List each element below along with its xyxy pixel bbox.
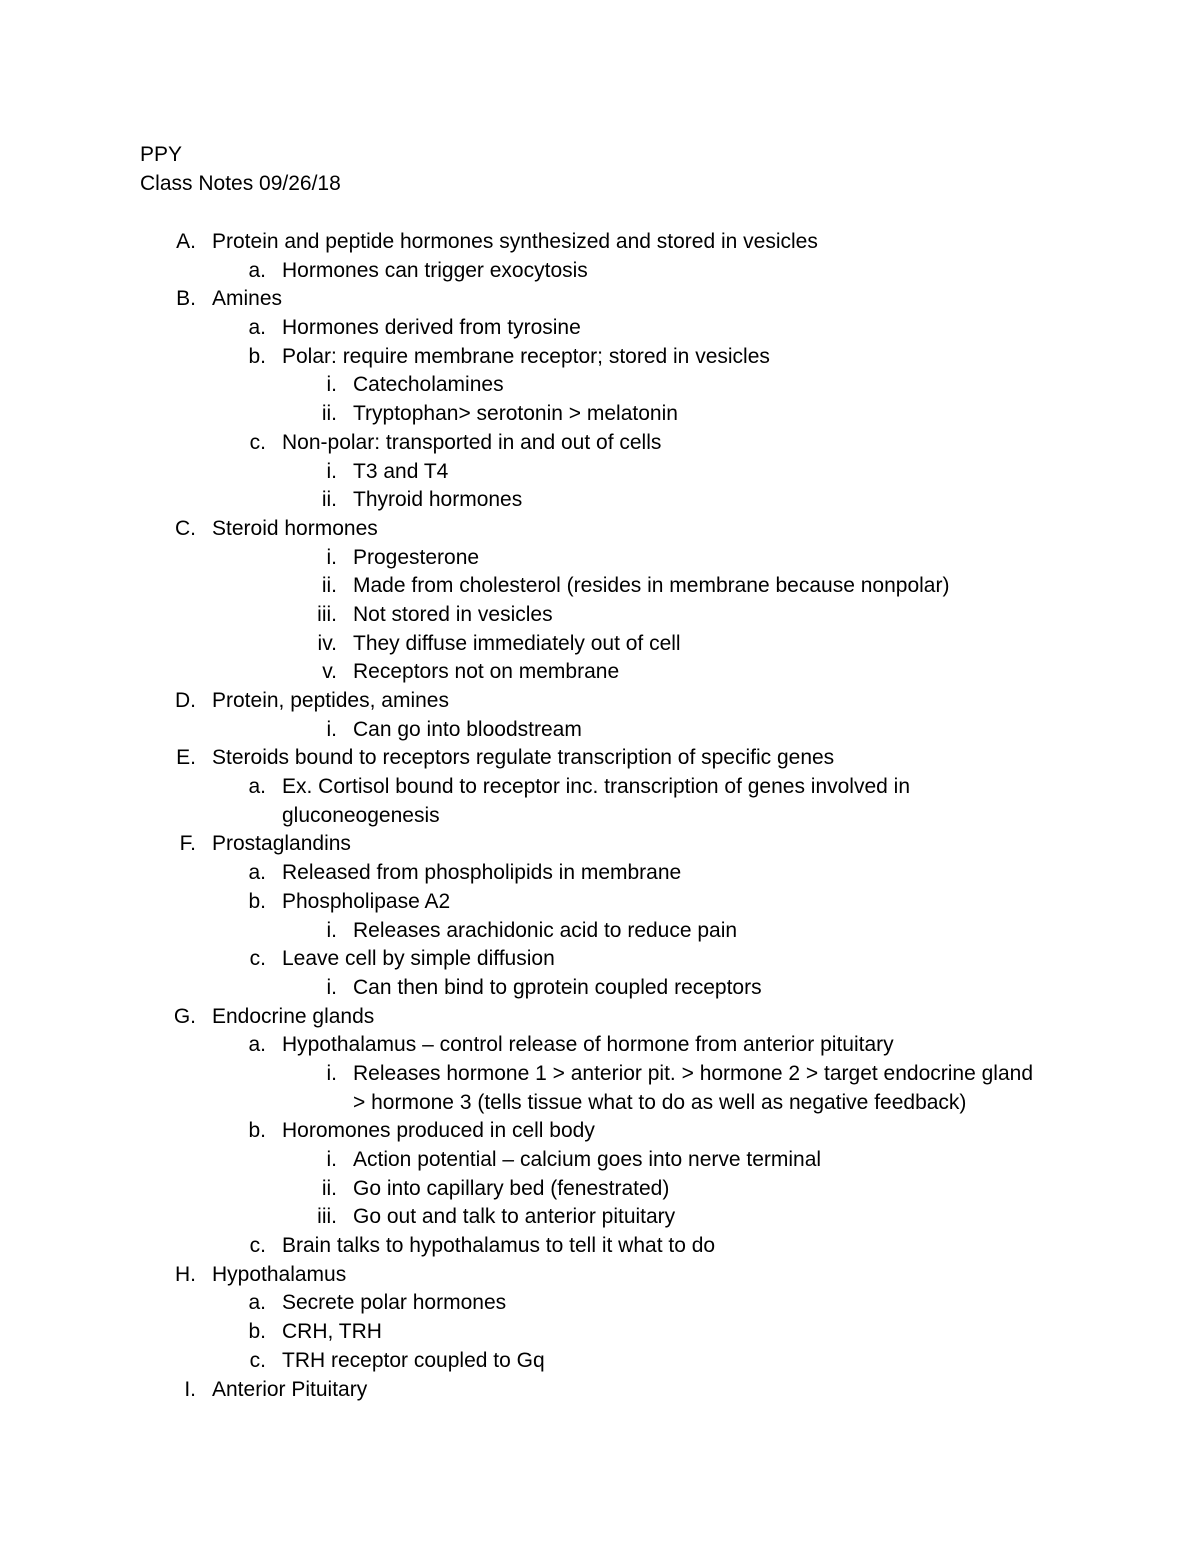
outline-item — [0, 1117, 1200, 1146]
outline-marker: E. — [176, 746, 196, 770]
outline-item — [0, 888, 1200, 917]
outline-marker: b. — [248, 344, 266, 368]
outline-text: Polar: require membrane receptor; stored in vesicles — [282, 344, 770, 368]
outline-text: Prostaglandins — [212, 832, 351, 856]
outline-text: Hormones derived from tyrosine — [282, 316, 581, 340]
outline-marker: b. — [248, 889, 266, 913]
outline-item — [0, 515, 1200, 544]
outline-item — [0, 458, 1200, 487]
outline-marker: i. — [326, 975, 337, 999]
outline-marker: ii. — [321, 402, 337, 426]
outline-marker: b. — [248, 1119, 266, 1143]
outline-text: Non-polar: transported in and out of cells — [282, 430, 662, 454]
outline-text: Horomones produced in cell body — [282, 1119, 595, 1143]
outline-marker: i. — [326, 459, 337, 483]
outline-marker: i. — [326, 1148, 337, 1171]
outline-item — [0, 744, 1200, 773]
outline-item — [0, 314, 1200, 343]
outline-text: Catecholamines — [353, 373, 504, 397]
outline-marker: i. — [326, 918, 337, 942]
outline-marker: a. — [248, 775, 266, 799]
outline-item — [0, 917, 1200, 946]
outline-item — [0, 429, 1200, 458]
outline-text: Endocrine glands — [212, 1004, 375, 1028]
outline-text: Protein and peptide hormones synthesized and stored in vesicles — [212, 230, 818, 253]
outline-text: CRH, TRH — [282, 1320, 382, 1344]
outline-text: Not stored in vesicles — [353, 602, 553, 626]
outline-item — [0, 687, 1200, 716]
outline-text: Can then bind to gprotein coupled receptors — [353, 975, 762, 999]
outline-marker: A. — [176, 230, 196, 253]
outline-marker: c. — [249, 430, 266, 454]
course-title: PPY — [140, 143, 183, 166]
outline-item — [0, 1031, 1200, 1060]
outline-item — [0, 630, 1200, 659]
outline-text: TRH receptor coupled to Gq — [282, 1348, 545, 1372]
outline-text: Amines — [212, 287, 283, 311]
outline-text: They diffuse immediately out of cell — [353, 631, 681, 655]
notes-date-title: Class Notes 09/26/18 — [140, 172, 341, 195]
outline-item — [0, 601, 1200, 630]
outline-item — [0, 1318, 1200, 1347]
outline-text: Phospholipase A2 — [282, 889, 451, 913]
outline-marker: a. — [248, 1291, 266, 1315]
outline-item — [0, 859, 1200, 888]
outline-text: Secrete polar hormones — [282, 1291, 507, 1315]
outline-marker: ii. — [321, 1176, 337, 1200]
outline-item — [0, 572, 1200, 601]
outline-item — [0, 544, 1200, 573]
outline-item — [0, 716, 1200, 745]
outline-item — [0, 400, 1200, 429]
outline-text: Brain talks to hypothalamus to tell it what to do — [282, 1234, 716, 1258]
outline-text: Go into capillary bed (fenestrated) — [353, 1176, 670, 1200]
outline-text: Released from phospholipids in membrane — [282, 861, 682, 885]
outline-item — [0, 1261, 1200, 1290]
outline-item — [0, 802, 1200, 831]
outline-text: Hypothalamus — [212, 1262, 347, 1286]
outline-text: Releases hormone 1 > anterior pit. > hormone 2 > target endocrine gland — [353, 1061, 1034, 1085]
outline-marker: ii. — [321, 574, 337, 598]
outline-marker: H. — [175, 1262, 196, 1286]
outline-marker: a. — [248, 861, 266, 885]
outline-marker: ii. — [321, 488, 337, 512]
outline-marker: I. — [184, 1377, 196, 1401]
outline-marker: c. — [249, 947, 266, 971]
outline-item — [0, 1347, 1200, 1376]
outline-marker: B. — [176, 287, 196, 311]
outline-list — [0, 228, 1200, 1404]
outline-item — [0, 974, 1200, 1003]
outline-item — [0, 285, 1200, 314]
outline-marker: G. — [173, 1004, 196, 1028]
outline-text: Made from cholesterol (resides in membrane because nonpolar) — [353, 574, 950, 598]
outline-text: Hormones can trigger exocytosis — [282, 258, 588, 282]
outline-marker: c. — [249, 1348, 266, 1372]
outline-text: Action potential – calcium goes into nerve terminal — [353, 1148, 822, 1171]
outline-marker: F. — [179, 832, 196, 856]
outline-marker: iii. — [317, 1205, 337, 1229]
outline-marker: i. — [326, 545, 337, 569]
outline-marker: C. — [175, 516, 196, 540]
outline-marker: b. — [248, 1320, 266, 1344]
outline-item — [0, 1003, 1200, 1032]
outline-item — [0, 343, 1200, 372]
outline-item — [0, 773, 1200, 802]
outline-item — [0, 486, 1200, 515]
outline-item — [0, 1289, 1200, 1318]
outline-item — [0, 830, 1200, 859]
outline-marker: c. — [249, 1234, 266, 1258]
outline-item — [0, 1175, 1200, 1204]
outline-item — [0, 1232, 1200, 1261]
outline-text: gluconeogenesis — [282, 803, 440, 827]
outline-marker: a. — [248, 1033, 266, 1057]
outline-text: Releases arachidonic acid to reduce pain — [353, 918, 738, 942]
outline-text: Go out and talk to anterior pituitary — [353, 1205, 676, 1229]
outline-item — [0, 1146, 1200, 1175]
outline-item — [0, 257, 1200, 286]
outline-text: > hormone 3 (tells tissue what to do as well as negative feedback) — [353, 1090, 967, 1114]
outline-text: Can go into bloodstream — [353, 717, 582, 741]
outline-marker: i. — [326, 717, 337, 741]
outline-marker: a. — [248, 316, 266, 340]
outline-text: Steroid hormones — [212, 516, 378, 540]
outline-text: Receptors not on membrane — [353, 660, 620, 684]
outline-item — [0, 1089, 1200, 1118]
outline-item — [0, 1203, 1200, 1232]
outline-marker: i. — [326, 373, 337, 397]
outline-text: Anterior Pituitary — [212, 1377, 368, 1401]
outline-text: Steroids bound to receptors regulate transcription of specific genes — [212, 746, 835, 770]
outline-item — [0, 1060, 1200, 1089]
outline-item — [0, 945, 1200, 974]
outline-text: Thyroid hormones — [353, 488, 523, 512]
outline-marker: v. — [322, 660, 337, 684]
outline-marker: D. — [175, 689, 196, 712]
outline-text: Progesterone — [353, 545, 480, 569]
outline-marker: i. — [326, 1061, 337, 1085]
document-header — [140, 140, 341, 198]
outline-text: Hypothalamus – control release of hormone from anterior pituitary — [282, 1033, 894, 1057]
outline-item — [0, 228, 1200, 257]
outline-marker: iv. — [317, 631, 337, 655]
outline-item — [0, 658, 1200, 687]
outline-text: T3 and T4 — [353, 459, 449, 483]
outline-text: Protein, peptides, amines — [212, 689, 449, 712]
outline-marker: a. — [248, 258, 266, 282]
outline-text: Leave cell by simple diffusion — [282, 947, 555, 971]
outline-item — [0, 371, 1200, 400]
outline-marker: iii. — [317, 602, 337, 626]
outline-text: Ex. Cortisol bound to receptor inc. transcription of genes involved in — [282, 775, 911, 799]
outline-item — [0, 1376, 1200, 1405]
outline-text: Tryptophan> serotonin > melatonin — [353, 402, 678, 426]
